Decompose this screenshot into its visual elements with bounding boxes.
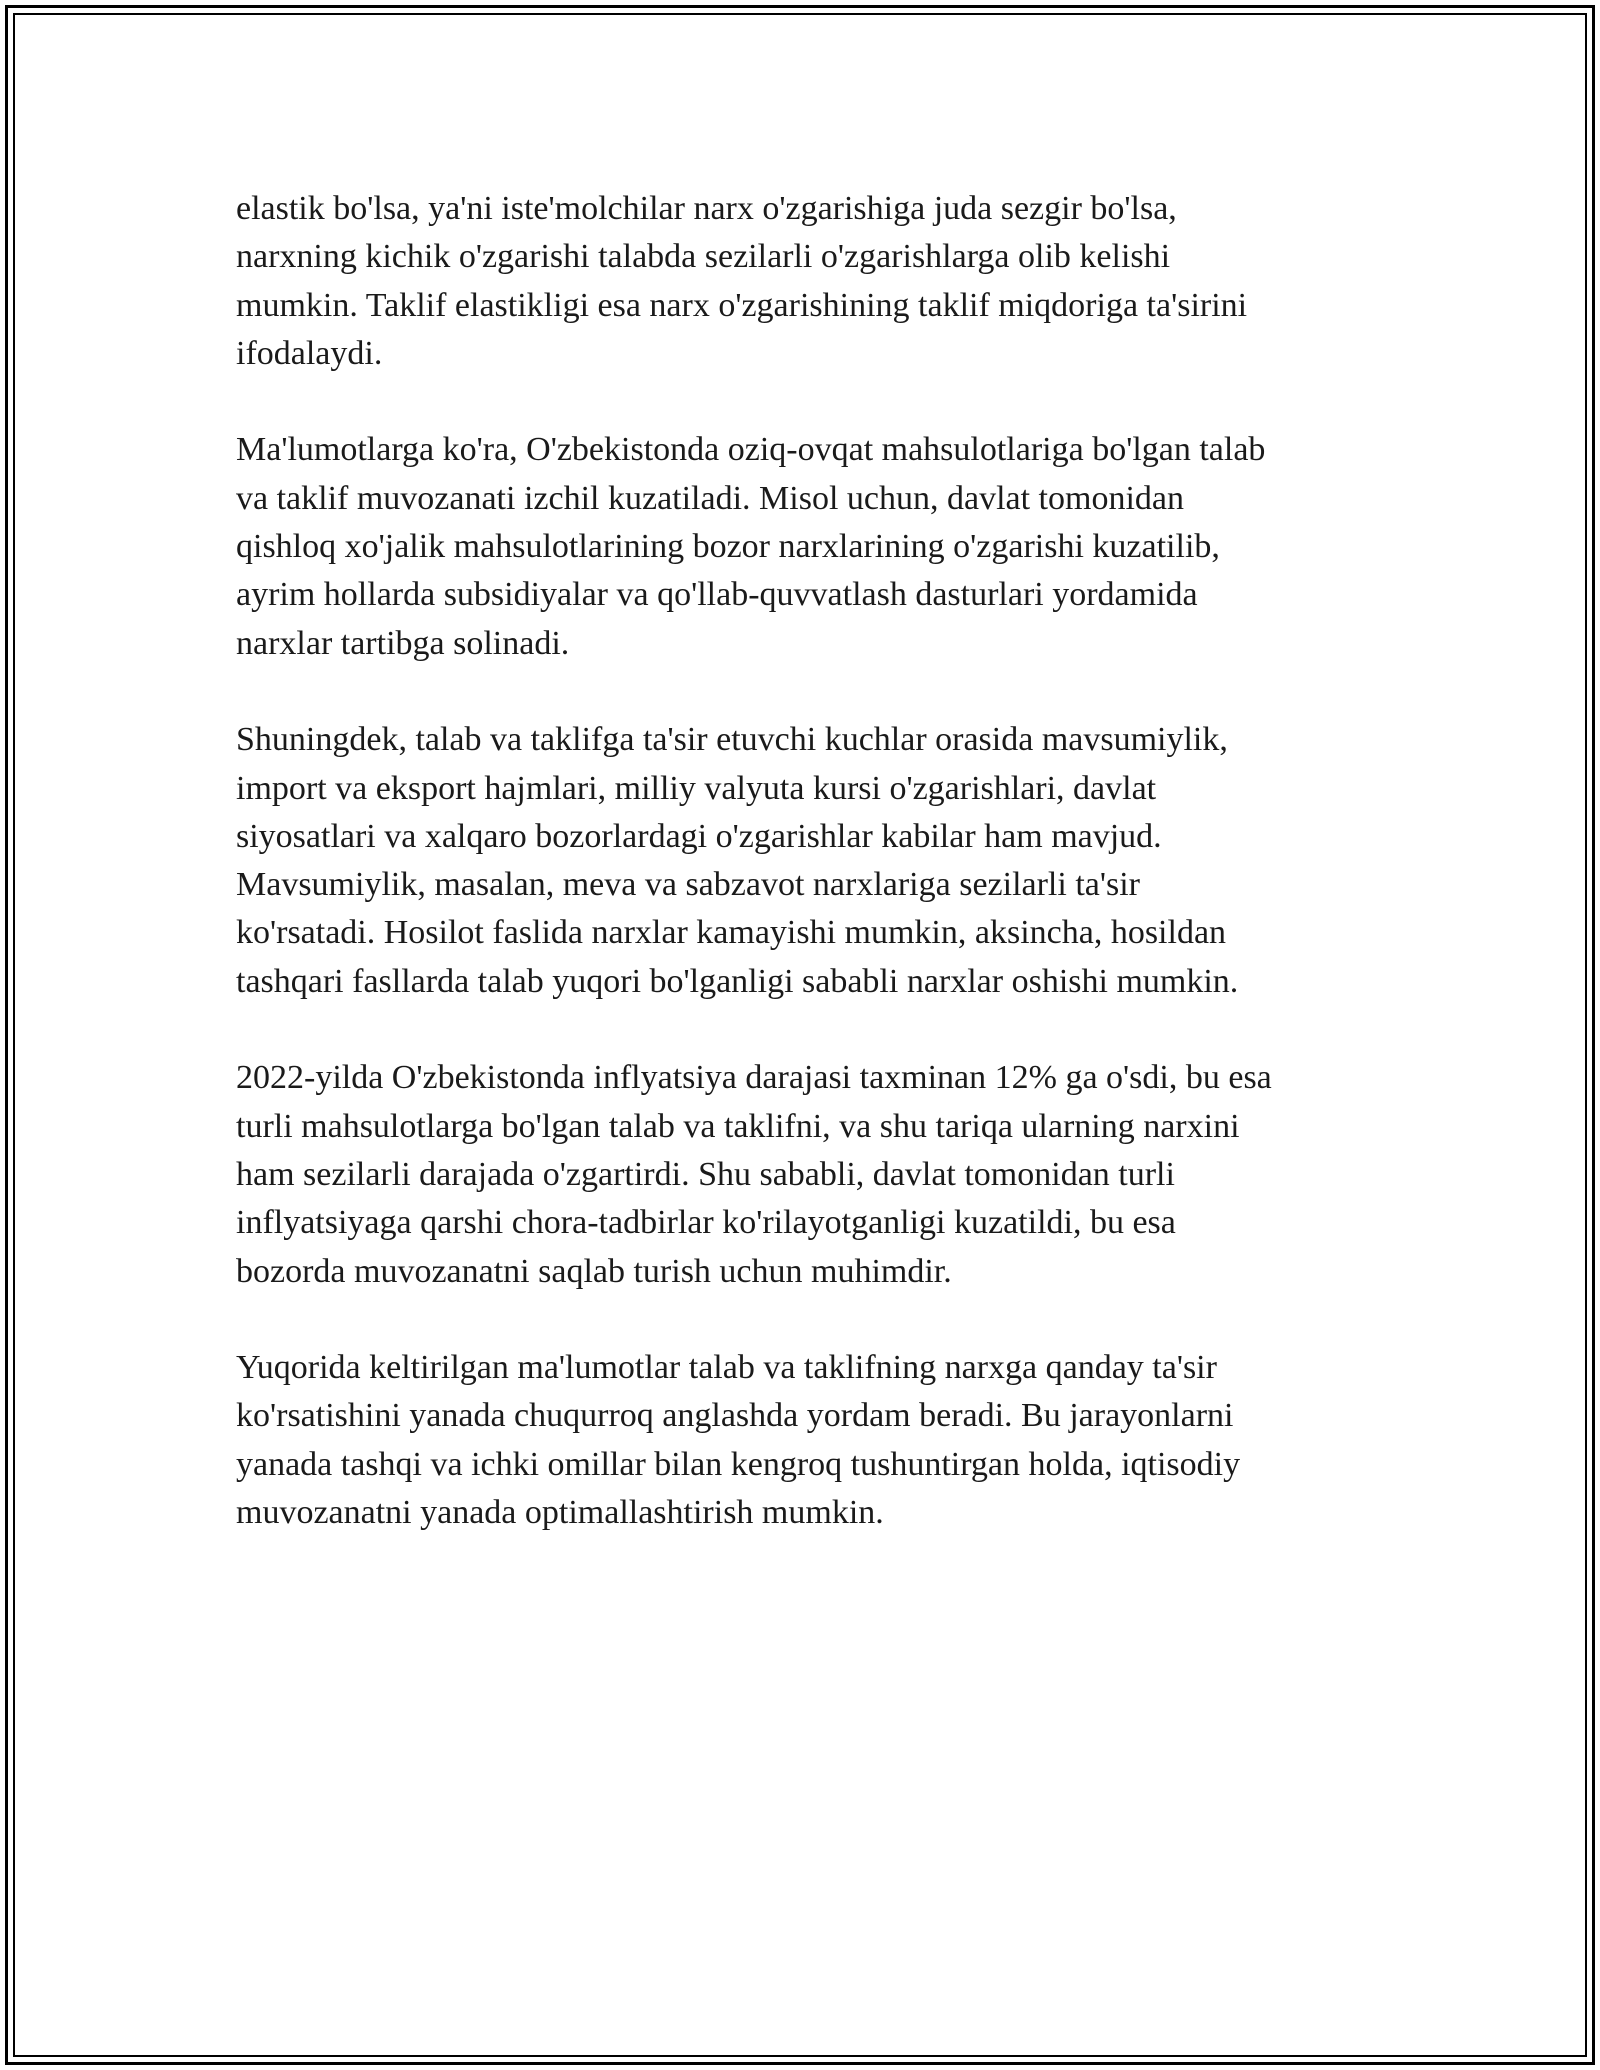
paragraph-food-market-balance: Ma'lumotlarga ko'ra, O'zbekistonda oziq-ovqat mahsulotlariga bo'lgan talab va taklif muvozanati izchil kuzatiladi. Misol uchun, davlat tomonidan qishloq xo'jalik mahsulotlarining bozor narxlarining o'zgarishi kuzatilib, ayrim hollarda subsidiyalar va qo'llab-quvvatlash dasturlari yordamida narxlar tartibga solinadi.: [236, 431, 1266, 662]
paragraph-inflation-2022: 2022-yilda O'zbekistonda inflyatsiya darajasi taxminan 12% ga o'sdi, bu esa turli mahsulotlarga bo'lgan talab va taklifni, va shu tariqa ularning narxini ham sezilarli darajada o'zgartirdi. Shu sababli, davlat tomonidan turli inflyatsiyaga qarshi chora-tadbirlar ko'rilayotganligi kuzatildi, bu esa bozorda muvozanatni saqlab turish uchun muhimdir.: [236, 1059, 1272, 1290]
paragraph-conclusion: Yuqorida keltirilgan ma'lumotlar talab va taklifning narxga qanday ta'sir ko'rsatishini yanada chuqurroq anglashda yordam beradi. Bu jarayonlarni yanada tashqi va ichki omillar bilan kengroq tushuntirgan holda, iqtisodiy muvozanatni yanada optimallashtirish mumkin.: [236, 1349, 1241, 1532]
paragraph-market-forces: Shuningdek, talab va taklifga ta'sir etuvchi kuchlar orasida mavsumiylik, import va eksport hajmlari, milliy valyuta kursi o'zgarishlari, davlat siyosatlari va xalqaro bozorlardagi o'zgarishlar kabilar ham mavjud. Mavsumiylik, masalan, meva va sabzavot narxlariga sezilarli ta'sir ko'rsatadi. Hosilot faslida narxlar kamayishi mumkin, aksincha, hosildan tashqari fasllarda talab yuqori bo'lganligi sababli narxlar oshishi mumkin.: [236, 721, 1239, 1000]
paragraph-elasticity: elastik bo'lsa, ya'ni iste'molchilar narx o'zgarishiga juda sezgir bo'lsa, narxning kichik o'zgarishi talabda sezilarli o'zgarishlarga olib kelishi mumkin. Taklif elastikligi esa narx o'zgarishining taklif miqdoriga ta'sirini ifodalaydi.: [236, 190, 1248, 372]
document-body: [236, 185, 1366, 1586]
